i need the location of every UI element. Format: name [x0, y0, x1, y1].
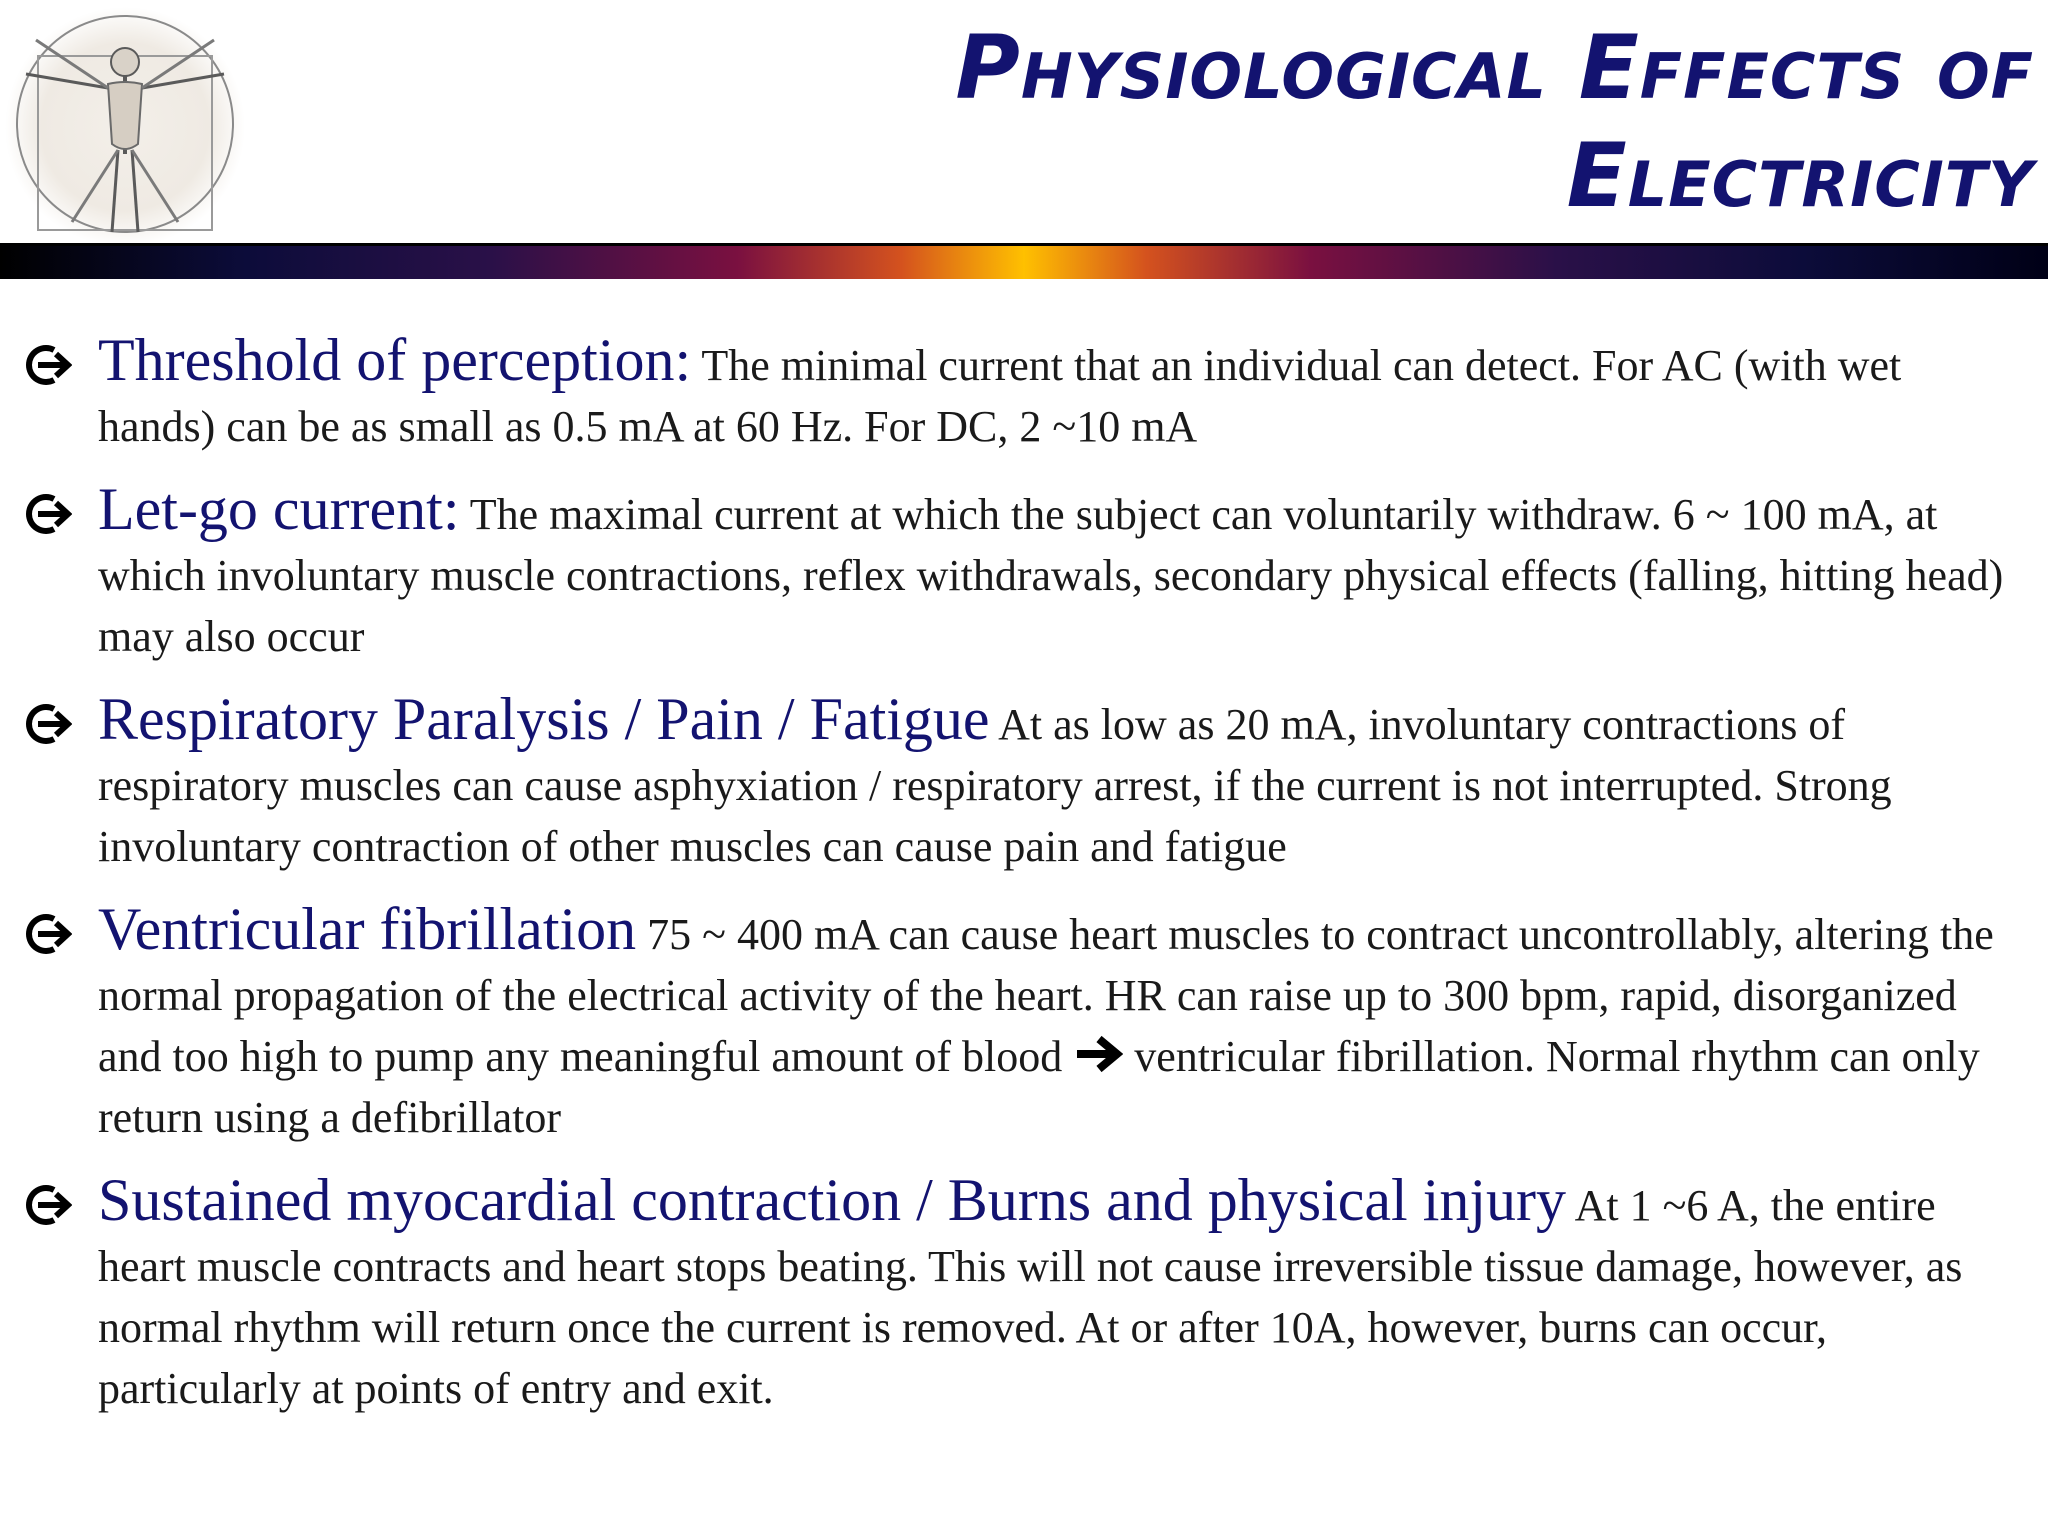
bullet-item-threshold-of-perception [0, 327, 2048, 457]
bullet-text: At as low as 20 mA, involuntary contractions of respiratory muscles can cause asphyxiation / respiratory arrest, if the current is not interrupted. Strong involuntary contraction of other muscles can cause pain and fatigue [98, 700, 1892, 871]
right-arrow-icon [1073, 1035, 1123, 1073]
bullet-item-let-go-current [0, 476, 2048, 667]
circled-right-arrow-icon [26, 911, 72, 957]
circled-right-arrow-icon [26, 701, 72, 747]
title-divider-top-line [0, 243, 2048, 246]
bullet-heading: Let-go current: [98, 476, 460, 542]
bullet-item-ventricular-fibrillation [0, 896, 2048, 1148]
bullet-heading: Sustained myocardial contraction / Burns and physical injury [98, 1167, 1567, 1233]
title-divider [0, 243, 2048, 279]
circled-right-arrow-icon [26, 1182, 72, 1228]
bullet-heading: Ventricular fibrillation [98, 896, 637, 962]
bullet-text: The minimal current that an individual can detect. For AC (with wet hands) can be as small as 0.5 mA at 60 Hz. For DC, 2 ~10 mA [98, 341, 1902, 451]
vitruvian-man-icon [2, 4, 248, 250]
title-line-1: Physiological Effects of [955, 16, 2034, 119]
bullet-text: At 1 ~6 A, the entire heart muscle contracts and heart stops beating. This will not cause irreversible tissue damage, however, as normal rhythm will return once the current is removed. At or after 10A, however, burns can occur, particularly at points of entry and exit. [98, 1181, 1963, 1413]
circled-right-arrow-icon [26, 491, 72, 537]
bullet-list [0, 327, 2048, 1441]
bullet-text-after-arrow: ventricular fibrillation. Normal rhythm can only return using a defibrillator [98, 1032, 1980, 1142]
bullet-text-before-arrow: 75 ~ 400 mA can cause heart muscles to contract uncontrollably, altering the normal propagation of the electrical activity of the heart. HR can raise up to 300 bpm, rapid, disorganized and too high to pump any meaningful amount of blood [98, 910, 1994, 1081]
title-line-2: Electricity [1566, 124, 2034, 227]
circled-right-arrow-icon [26, 342, 72, 388]
bullet-item-sustained-myocardial-contraction [0, 1167, 2048, 1419]
bullet-heading: Respiratory Paralysis / Pain / Fatigue [98, 686, 990, 752]
bullet-text: The maximal current at which the subject can voluntarily withdraw. 6 ~ 100 mA, at which involuntary muscle contractions, reflex withdrawals, secondary physical effects (falling, hitting head) may also occur [98, 490, 2004, 661]
slide-title [634, 14, 2034, 230]
bullet-item-respiratory-paralysis [0, 686, 2048, 877]
bullet-heading: Threshold of perception: [98, 327, 692, 393]
